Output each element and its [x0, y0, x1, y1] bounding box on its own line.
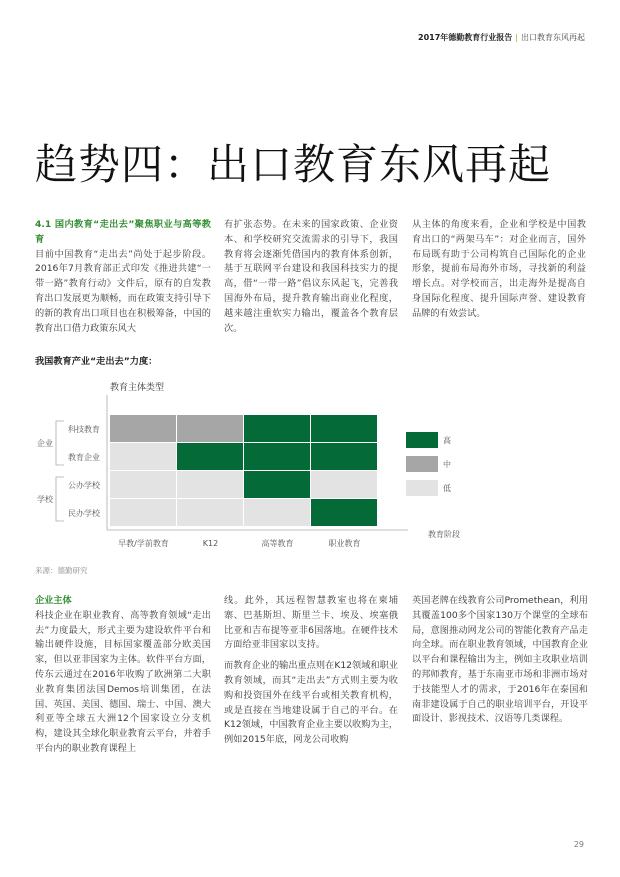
- source-note: 来源：德勤研究: [35, 566, 88, 575]
- column-label: 高等教育: [261, 539, 294, 548]
- column-label: K12: [202, 539, 219, 548]
- row-label: 公办学校: [68, 481, 100, 490]
- heatmap-cell: [110, 443, 176, 470]
- legend-label: 低: [443, 484, 451, 493]
- row-group-label: 企业: [37, 439, 53, 448]
- heatmap-cell: [311, 443, 377, 470]
- heatmap-cell: [244, 443, 310, 470]
- heatmap-cell: [177, 471, 243, 498]
- heatmap-cell: [177, 499, 243, 526]
- heatmap-cell: [177, 443, 243, 470]
- enterprise-heading: 企业主体: [35, 595, 72, 606]
- y-axis-title: 教育主体类型: [110, 383, 165, 393]
- legend-swatch: [406, 480, 438, 496]
- row-group-label: 学校: [37, 495, 53, 504]
- heatmap-cell: [311, 499, 377, 526]
- section-name: 出口教育东风再起: [521, 33, 585, 42]
- page-title: 趋势四：出口教育东风再起: [35, 140, 552, 189]
- legend-swatch: [406, 456, 438, 472]
- enterprise-column-2: [224, 594, 398, 754]
- heatmap-cell: [177, 415, 243, 442]
- row-label: 民办学校: [68, 509, 100, 518]
- header-divider: |: [515, 33, 518, 42]
- heatmap-chart: [30, 370, 590, 570]
- chart-title: 我国教育产业“走出去”力度：: [35, 356, 158, 367]
- heatmap-cell: [110, 415, 176, 442]
- column-label: 早教/学前教育: [118, 539, 169, 548]
- enterprise-column-1: [35, 594, 211, 757]
- legend-label: 高: [443, 436, 451, 445]
- intro-column-2: [224, 218, 398, 336]
- legend-label: 中: [443, 460, 451, 469]
- heatmap-cell: [110, 471, 176, 498]
- row-group-bracket: [56, 421, 64, 465]
- heatmap-cell: [110, 499, 176, 526]
- heatmap-cell: [244, 499, 310, 526]
- x-axis-title: 教育阶段: [428, 530, 460, 539]
- heatmap-cell: [244, 471, 310, 498]
- legend-swatch: [406, 432, 438, 448]
- enterprise-paragraph-3: 而教育企业的输出重点则在K12领域和职业教育领域，而其“走出去”方式则主要为收购和投资国外在线平台或相关教育机构，或是直接在当地建设属于自己的平台。在K12领域，中国教育企业主要以收购为主，例如2015年底，网龙公司收购: [224, 660, 398, 746]
- column-label: 职业教育: [328, 539, 361, 548]
- running-header: [418, 32, 585, 43]
- page-number: 29: [573, 840, 584, 849]
- report-title: 2017年德勤教育行业报告: [418, 33, 513, 42]
- row-group-bracket: [56, 477, 64, 521]
- enterprise-paragraph-4: 英国老牌在线教育公司Promethean，利用其覆盖100多个国家130万个课堂的全球布局，意图推动网龙公司的智能化教育产品走向全球。而在职业教育领域，中国教育企业以平台和课程输出为主，例如主攻职业培训的邦师教育，基于东南亚市场和非洲市场对于技能型人才的需求，于2016年在泰国和南非建设属于自己的职业培训平台，开设平面设计、影视技术、汉语等几类课程。: [412, 595, 588, 725]
- intro-column-3: [412, 218, 586, 322]
- heatmap-cell: [311, 415, 377, 442]
- enterprise-paragraph-1: 科技企业在职业教育、高等教育领域“走出去”力度最大，形式主要为建设软件平台和输出硬件设施，目标国家覆盖部分欧美国家，但以亚非国家为主体。软件平台方面，传东云通过在2016年收购了欧洲第二大职业教育集团法国Demos培训集团，在法国、英国、美国、德国、瑞士、中国、澳大利亚等全球五大洲12个国家设立分支机构，建设其全球化职业教育云平台，并着手平台内的职业教育课程上: [35, 609, 211, 754]
- section-heading: 4.1 国内教育“走出去”聚焦职业与高等教育: [35, 219, 211, 245]
- intro-paragraph-1: 目前中国教育“走出去”尚处于起步阶段。2016年7月教育部正式印发《推进共建“一带一路”教育行动》文件后，原有的自发教育出口发展更为顺畅，而在政策支持引导下的新的教育出口项目也在积极筹备，中国的教育出口借力政策东风大: [35, 248, 211, 334]
- row-label: 科技教育: [68, 425, 100, 434]
- intro-paragraph-2: 有扩张态势。在未来的国家政策、企业资本、和学校研究交流需求的引导下，我国教育将会逐渐凭借国内的教育体系创新，基于互联网平台建设和我国科技实力的提高，借“一带一路”倡议东风起飞，完善我国海外布局，提升教育输出商业化程度，越来越注重软实力输出，覆盖各个教育层次。: [224, 219, 398, 334]
- enterprise-paragraph-2: 线。此外，其远程智慧教室也将在柬埔寨、巴基斯坦、斯里兰卡、埃及、埃塞俄比亚和吉布提等亚非6国落地。在硬件技术方面给亚非国家以支持。: [224, 595, 398, 651]
- intro-paragraph-3: 从主体的角度来看，企业和学校是中国教育出口的“两架马车”：对企业而言，国外布局既有助于公司构筑自己国际化的企业形象，提前布局海外市场，寻找新的利益增长点。对学校而言，出走海外是提高自身国际化程度、提升国际声誉、建设教育品牌的有效尝试。: [412, 219, 586, 319]
- intro-column-1: [35, 218, 211, 336]
- enterprise-column-3: [412, 594, 588, 727]
- row-label: 教育企业: [68, 453, 100, 462]
- heatmap-cell: [244, 415, 310, 442]
- heatmap-cell: [311, 471, 377, 498]
